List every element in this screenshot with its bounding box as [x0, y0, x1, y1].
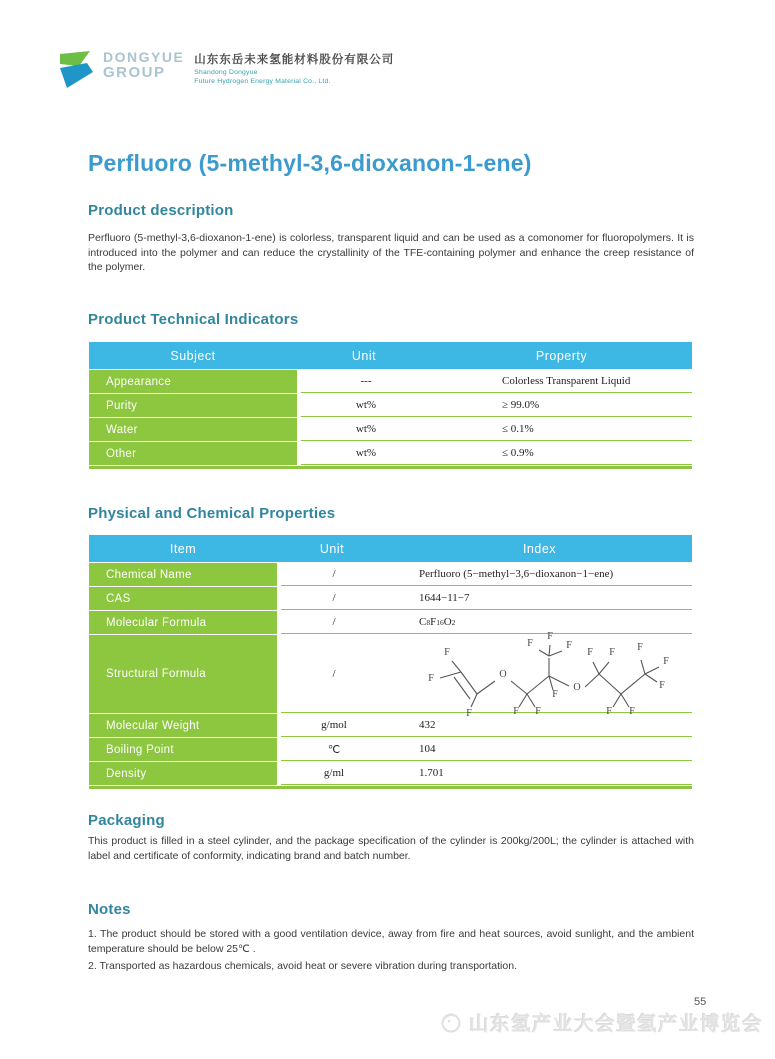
physical-chemical-table: [89, 535, 692, 789]
table-bottom-border: [89, 786, 692, 789]
svg-text:F: F: [547, 630, 553, 642]
table-row: [89, 587, 692, 610]
dongyue-logo-icon: [57, 50, 97, 94]
row-label-appearance: Appearance: [89, 370, 297, 393]
svg-text:F: F: [535, 705, 541, 717]
svg-text:F: F: [513, 705, 519, 717]
watermark-text: 山东氢产业大会暨氢产业博览会: [468, 1013, 763, 1035]
appearance-value: Colorless Transparent Liquid: [502, 375, 631, 387]
row-label-chemical-name: Chemical Name: [89, 563, 277, 586]
cas-unit: /: [332, 592, 336, 604]
column-header-index: Index: [522, 541, 557, 556]
row-label-purity: Purity: [89, 394, 297, 417]
row-label-structural-formula: Structural Formula: [89, 635, 277, 713]
formula-subscript: 8: [426, 617, 431, 627]
chemical-name-value: Perfluoro (5−methyl−3,6−dioxanon−1−ene): [419, 568, 614, 580]
density-value: 1.701: [419, 767, 444, 779]
row-label-density: Density: [89, 762, 277, 785]
column-header-unit: Unit: [319, 541, 345, 556]
logo-wordmark: [103, 50, 184, 80]
row-label-boiling-point: Boiling Point: [89, 738, 277, 761]
row-label-cas: CAS: [89, 587, 277, 610]
svg-text:F: F: [466, 707, 472, 718]
formula-subscript: 16: [436, 617, 444, 627]
table-row: [89, 442, 692, 465]
svg-text:F: F: [428, 672, 434, 684]
row-label-other: Other: [89, 442, 297, 465]
svg-text:F: F: [566, 639, 572, 651]
structural-formula-drawing: [419, 630, 681, 718]
table-row: [89, 630, 692, 718]
svg-text:O: O: [573, 681, 581, 693]
formula-subscript: 2: [451, 617, 456, 627]
svg-text:F: F: [637, 641, 643, 653]
svg-text:O: O: [499, 668, 507, 680]
structural-formula-value: [387, 630, 692, 718]
page-number: 55: [694, 996, 707, 1008]
density-unit: g/ml: [323, 767, 345, 779]
svg-text:F: F: [659, 679, 665, 691]
company-logo: [57, 48, 394, 94]
table-row: [89, 714, 692, 737]
water-unit: wt%: [355, 423, 377, 435]
company-name-chinese: 山东东岳未来氢能材料股份有限公司: [194, 54, 395, 66]
row-label-molecular-weight: Molecular Weight: [89, 714, 277, 737]
logo-word-dongyue: DONGYUE: [103, 49, 185, 65]
boiling-point-value: 104: [419, 743, 436, 755]
product-description-text: Perfluoro (5-methyl-3,6-dioxanon-1-ene) is colorless, transparent liquid and can be used as a comonomer for fluoropolymers. It is introduced into the polymer and can reduce the crystallinity of the TFE-containing polymer and enhance the creep resistance of the polymer.: [88, 232, 694, 274]
column-header-property: Property: [535, 348, 588, 363]
purity-value: ≥ 99.0%: [502, 399, 540, 411]
other-value: ≤ 0.9%: [502, 447, 534, 459]
svg-text:F: F: [609, 646, 615, 658]
molecular-formula-unit: /: [332, 616, 336, 628]
table-row: [89, 370, 692, 393]
table-row: [89, 738, 692, 761]
column-header-subject: Subject: [170, 348, 216, 363]
note-item-1: 1. The product should be stored with a good ventilation device, away from fire and heat sources, avoid sunlight, and the ambient temperature should be below 25℃ .: [88, 928, 694, 955]
formula-element: F: [430, 616, 437, 628]
section-heading-notes: Notes: [88, 901, 131, 918]
purity-unit: wt%: [355, 399, 377, 411]
svg-text:F: F: [552, 688, 558, 700]
water-value: ≤ 0.1%: [502, 423, 534, 435]
properties-table-header: [89, 535, 692, 562]
expo-logo-icon: [439, 1010, 463, 1034]
chemical-name-unit: /: [332, 568, 336, 580]
molecular-weight-value: 432: [419, 719, 436, 731]
other-unit: wt%: [355, 447, 377, 459]
svg-text:F: F: [527, 637, 533, 649]
technical-indicators-table: [89, 342, 692, 469]
table-row: [89, 394, 692, 417]
svg-text:F: F: [629, 705, 635, 717]
appearance-unit: ---: [360, 375, 372, 387]
cas-value: 1644−11−7: [419, 592, 470, 604]
logo-word-group: GROUP: [103, 64, 166, 81]
table-bottom-border: [89, 466, 692, 469]
company-name-english-2: Future Hydrogen Energy Material Co., Ltd.: [194, 78, 331, 85]
svg-text:F: F: [606, 705, 612, 717]
section-heading-physical-chemical: Physical and Chemical Properties: [88, 505, 336, 522]
row-label-molecular-formula: Molecular Formula: [89, 611, 277, 634]
footer-watermark: [439, 1008, 763, 1036]
page-title: Perfluoro (5-methyl-3,6-dioxanon-1-ene): [88, 150, 532, 176]
svg-text:F: F: [663, 655, 669, 667]
section-heading-packaging: Packaging: [88, 812, 165, 829]
technical-table-header: [89, 342, 692, 369]
formula-element: C: [419, 616, 427, 628]
row-label-water: Water: [89, 418, 297, 441]
formula-element: O: [443, 616, 452, 628]
company-name-english-1: Shandong Dongyue: [194, 69, 258, 76]
logo-blue-shape: [60, 63, 93, 88]
section-heading-product-description: Product description: [88, 202, 234, 219]
notes-list: [88, 927, 694, 977]
svg-text:F: F: [444, 646, 450, 658]
column-header-item: Item: [169, 541, 197, 556]
packaging-text: This product is filled in a steel cylinder, and the package specification of the cylinder is 200kg/200L; the cylinder is attached with label and certificate of conformity, indicating brand and batch number.: [88, 835, 694, 862]
note-item-2: 2. Transported as hazardous chemicals, avoid heat or severe vibration during transportation.: [88, 960, 517, 973]
column-header-unit: Unit: [351, 348, 377, 363]
table-row: [89, 762, 692, 785]
table-row: [89, 418, 692, 441]
structural-formula-unit: /: [332, 667, 336, 680]
section-heading-technical-indicators: Product Technical Indicators: [88, 311, 299, 328]
molecular-weight-unit: g/mol: [321, 719, 347, 731]
boiling-point-unit: ℃: [327, 743, 341, 756]
svg-text:F: F: [587, 646, 593, 658]
table-row: [89, 563, 692, 586]
